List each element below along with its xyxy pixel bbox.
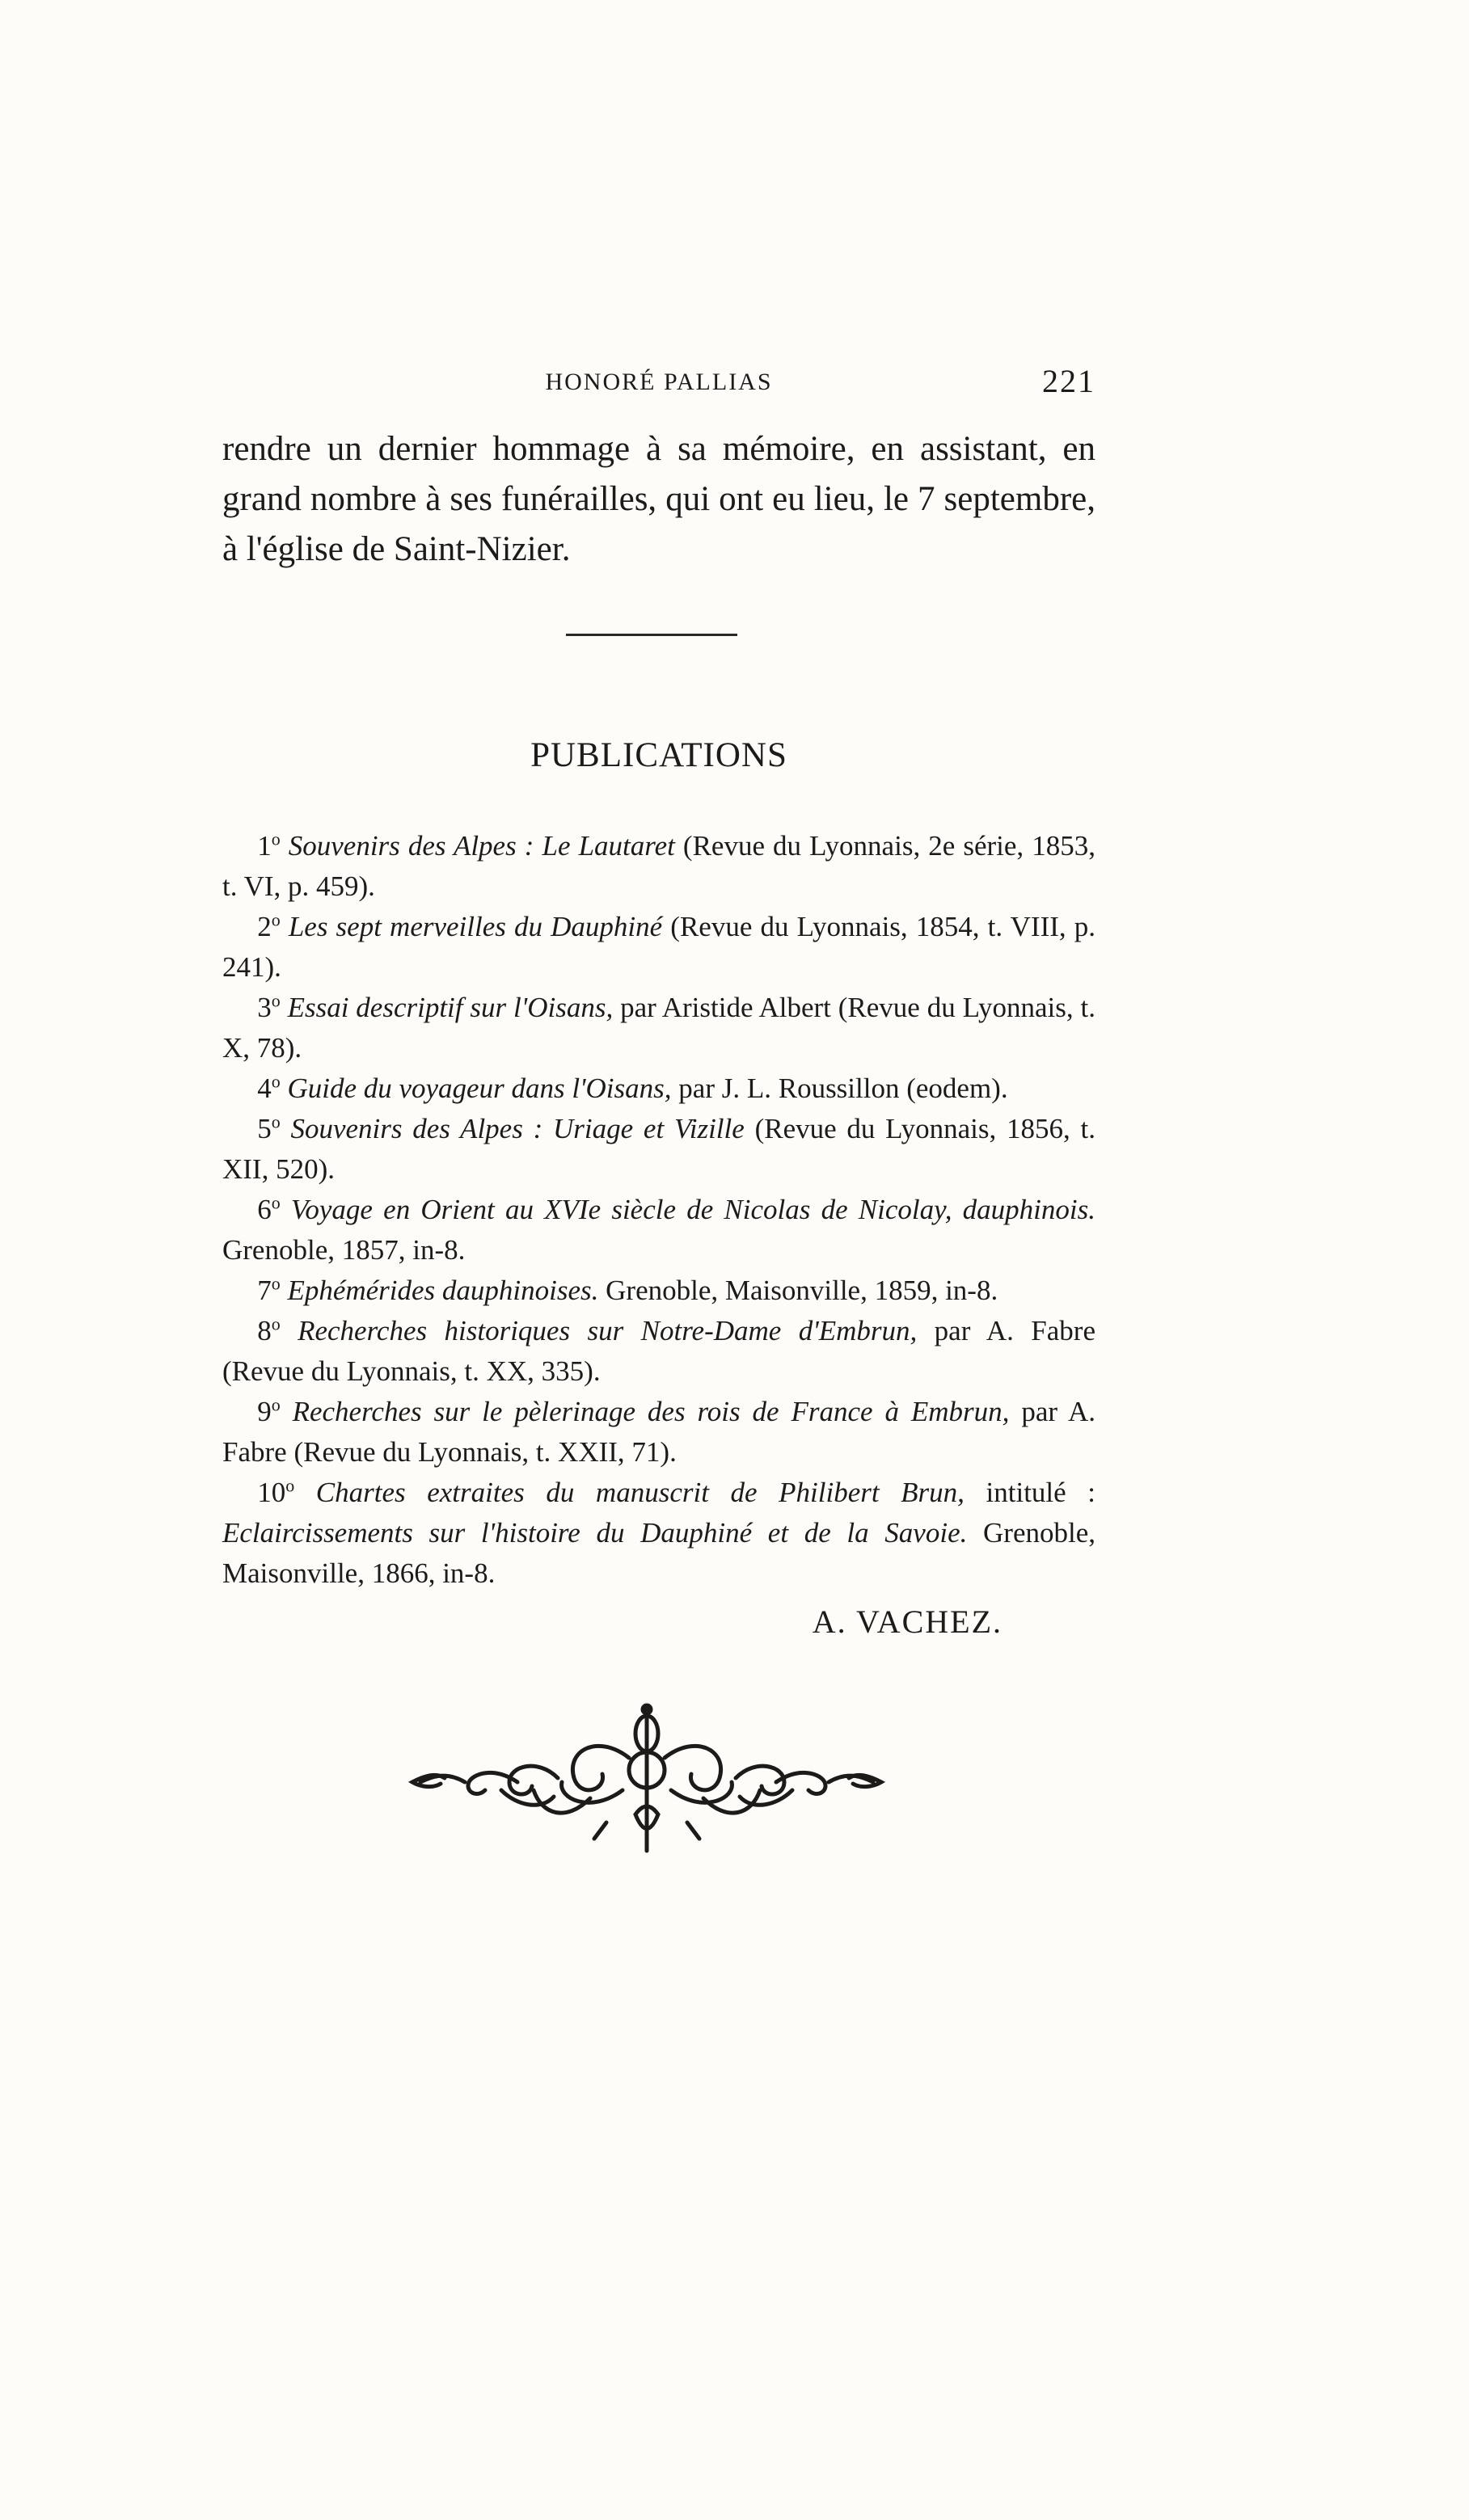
author-signature: A. VACHEZ. [812,1603,1003,1640]
item-title: Souvenirs des Alpes : Uriage et Vizille [290,1113,745,1144]
item-details: intitulé : [964,1477,1095,1508]
list-item: 1$^o$ Souvenirs des Alpes : Le Lautaret (Revue du Lyonnais, 2e série, 1853, t. VI, p. 459). [222,828,1095,902]
item-title: Souvenirs des Alpes : Le Lautaret [288,830,675,862]
item-title: Recherches sur le pèlerinage des rois de France à Embrun, [292,1396,1010,1427]
item-number: 4 [257,1072,272,1104]
running-head [222,362,1095,402]
item-details: par A. Fabre (Revue du Lyonnais, t. XX, 335). [222,1315,1095,1387]
item-details: par J. L. Roussillon (eodem). [671,1072,1008,1104]
section-title: PUBLICATIONS [530,736,787,774]
list-item: 4$^o$ Guide du voyageur dans l'Oisans, par J. L. Roussillon (eodem). [257,1071,1008,1104]
list-item: 3$^o$ Essai descriptif sur l'Oisans, par Aristide Albert (Revue du Lyonnais, t. X, 78). [222,990,1096,1064]
publications-list [222,826,1095,1594]
item-number: 6 [257,1194,272,1225]
list-item: 6$^o$ Voyage en Orient au XVIe siècle de Nicolas de Nicolay, dauphinois. Grenoble, 1857, in-8. [222,1192,1096,1266]
running-title: HONORÉ PALLIAS [545,369,773,395]
item-number: 2 [257,911,272,942]
item-number: 10 [257,1477,286,1508]
item-number: 7 [257,1275,272,1306]
item-number: 3 [257,992,272,1023]
item-number: 5 [257,1113,272,1144]
item-title: Chartes extraites du manuscrit de Philibert Brun, [315,1477,965,1508]
item-number: 1 [257,830,272,862]
item-details: (Revue du Lyonnais, 2e série, 1853, t. VI, p. 459). [222,830,1095,902]
list-item: 8$^o$ Recherches historiques sur Notre-Dame d'Embrun, par A. Fabre (Revue du Lyonnais, t. XX, 335). [222,1313,1095,1387]
list-item: 5$^o$ Souvenirs des Alpes : Uriage et Vizille (Revue du Lyonnais, 1856, t. XII, 520). [222,1111,1096,1185]
item-details: (Revue du Lyonnais, 1854, t. VIII, p. 241). [222,911,1095,983]
list-item: 9$^o$ Recherches sur le pèlerinage des rois de France à Embrun, par A. Fabre (Revue du Lyonnais, t. XXII, 71). [222,1394,1096,1468]
item-details-2: Grenoble, Maisonville, 1866, in-8. [222,1517,1095,1589]
item-title: Les sept merveilles du Dauphiné [288,911,663,942]
item-details: (Revue du Lyonnais, 1856, t. XII, 520). [222,1113,1096,1185]
item-title: Essai descriptif sur l'Oisans, [287,992,614,1023]
list-item: 10$^o$ Chartes extraites du manuscrit de Philibert Brun, intitulé : Eclaircissements sur l'histoire du Dauphiné et de la Savoie. Grenoble, Maisonville, 1866, in-8. [222,1475,1095,1589]
item-details: Grenoble, 1857, in-8. [222,1234,466,1266]
item-number: 8 [257,1315,272,1346]
list-item: 7$^o$ Ephémérides dauphinoises. Grenoble, Maisonville, 1859, in-8. [257,1273,998,1306]
item-number: 9 [257,1396,272,1427]
item-title-2: Eclaircissements sur l'histoire du Dauphiné et de la Savoie. [222,1517,968,1549]
fleuron-icon [396,1701,897,1863]
intro-paragraph: rendre un dernier hommage à sa mémoire, en assistant, en grand nombre à ses funérailles, qui ont eu lieu, le 7 septembre, à l'église de Saint-Nizier. [222,430,1095,568]
item-title: Recherches historiques sur Notre-Dame d'Embrun, [298,1315,918,1346]
list-item: 2$^o$ Les sept merveilles du Dauphiné (Revue du Lyonnais, 1854, t. VIII, p. 241). [222,909,1095,983]
item-title: Guide du voyageur dans l'Oisans, [287,1072,672,1104]
page-number: 221 [1042,363,1095,399]
section-divider [566,634,737,636]
item-title: Voyage en Orient au XVIe siècle de Nicolas de Nicolay, dauphinois. [290,1194,1096,1225]
item-details: par Aristide Albert (Revue du Lyonnais, t. X, 78). [222,992,1096,1064]
item-details: par A. Fabre (Revue du Lyonnais, t. XXII, 71). [222,1396,1096,1468]
item-details: Grenoble, Maisonville, 1859, in-8. [598,1275,998,1306]
item-title: Ephémérides dauphinoises. [287,1275,599,1306]
